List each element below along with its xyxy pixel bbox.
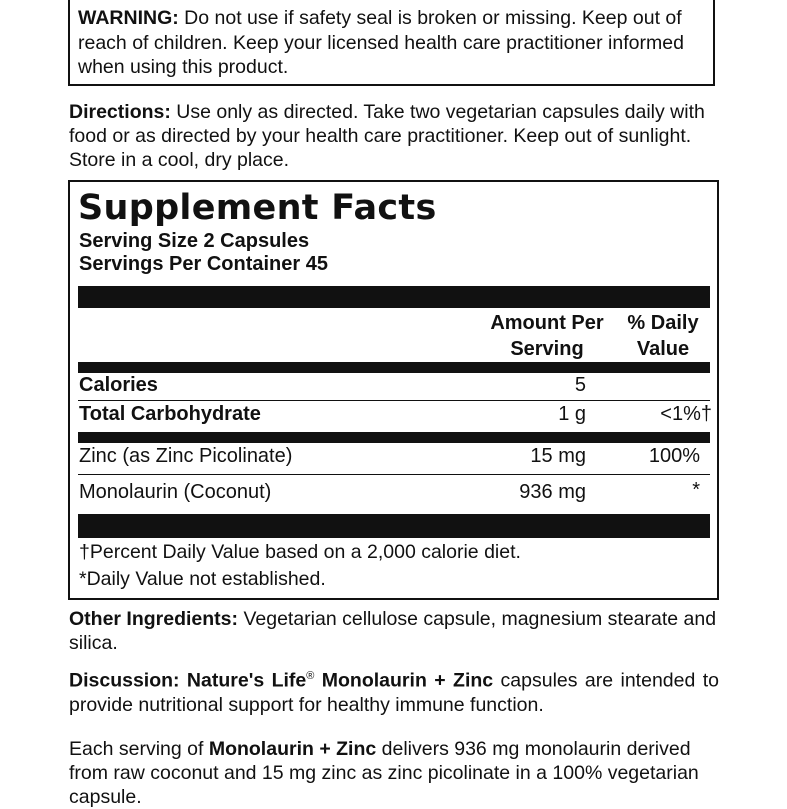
footnote-dv-not-established: *Daily Value not established. [79,568,326,590]
serving-size: Serving Size 2 Capsules [79,230,310,252]
serving-note-prefix: Each serving of [69,738,209,760]
serving-note-product: Monolaurin + Zinc [208,738,377,760]
amount-header-line1: Amount Per [490,312,604,334]
discussion-paragraph [69,664,719,717]
other-ingredients-body: Vegetarian cellulose capsule, magnesium stearate and silica. [69,608,717,654]
row-zinc-dv: 100% [648,445,700,467]
row-carbohydrate-label: Total Carbohydrate [79,403,261,425]
discussion-product: Monolaurin + Zinc [314,669,494,692]
row-carbohydrate-amount: 1 g [558,403,586,425]
row-zinc-amount: 15 mg [530,445,586,467]
amount-header-line2: Serving [510,338,584,360]
row-calories-label: Calories [79,374,158,396]
row-carbohydrate-dv: <1%† [660,403,712,425]
dv-header-line2: Value [636,338,690,360]
column-header-dv [618,310,708,362]
warning-label: WARNING: [78,7,179,29]
row-zinc-label: Zinc (as Zinc Picolinate) [79,445,293,467]
other-ingredients-label: Other Ingredients: [69,608,239,630]
serving-note-body: delivers 936 mg monolaurin derived from raw coconut and 15 mg zinc as zinc picolinate in a 100% vegetarian capsule. [69,738,699,808]
thick-divider-header [78,362,710,373]
other-ingredients-paragraph [69,607,719,655]
row-divider [78,474,710,475]
directions-label: Directions: [69,101,171,123]
dv-header-line1: % Daily [627,312,699,334]
warning-box [68,0,715,86]
row-monolaurin-label: Monolaurin (Coconut) [79,481,272,503]
registered-mark: ® [306,670,315,682]
facts-title: Supplement Facts [78,188,437,228]
thick-divider-middle [78,432,710,443]
directions-paragraph [69,100,719,172]
column-header-amount [482,310,612,362]
supplement-facts-panel [68,180,719,600]
warning-body: Do not use if safety seal is broken or missing. Keep out of reach of children. Keep your licensed health care practitioner informed when using this product. [78,7,684,78]
servings-per-container: Servings Per Container 45 [79,253,328,275]
row-monolaurin-amount: 936 mg [519,481,586,503]
row-divider [78,400,710,401]
row-calories-amount: 5 [574,374,586,396]
thick-divider-top [78,286,710,308]
discussion-body: capsules are intended to provide nutritional support for healthy immune function. [69,669,719,716]
serving-note-paragraph [69,737,719,809]
footnote-percent-dv: †Percent Daily Value based on a 2,000 calorie diet. [79,541,521,563]
row-monolaurin-dv: * [692,479,700,501]
discussion-label: Discussion: Nature's Life [69,669,307,692]
warning-text [78,6,718,80]
directions-body: Use only as directed. Take two vegetarian capsules daily with food or as directed by your health care practitioner. Keep out of sunlight. Store in a cool, dry place. [69,101,705,171]
thick-divider-bottom [78,514,710,538]
